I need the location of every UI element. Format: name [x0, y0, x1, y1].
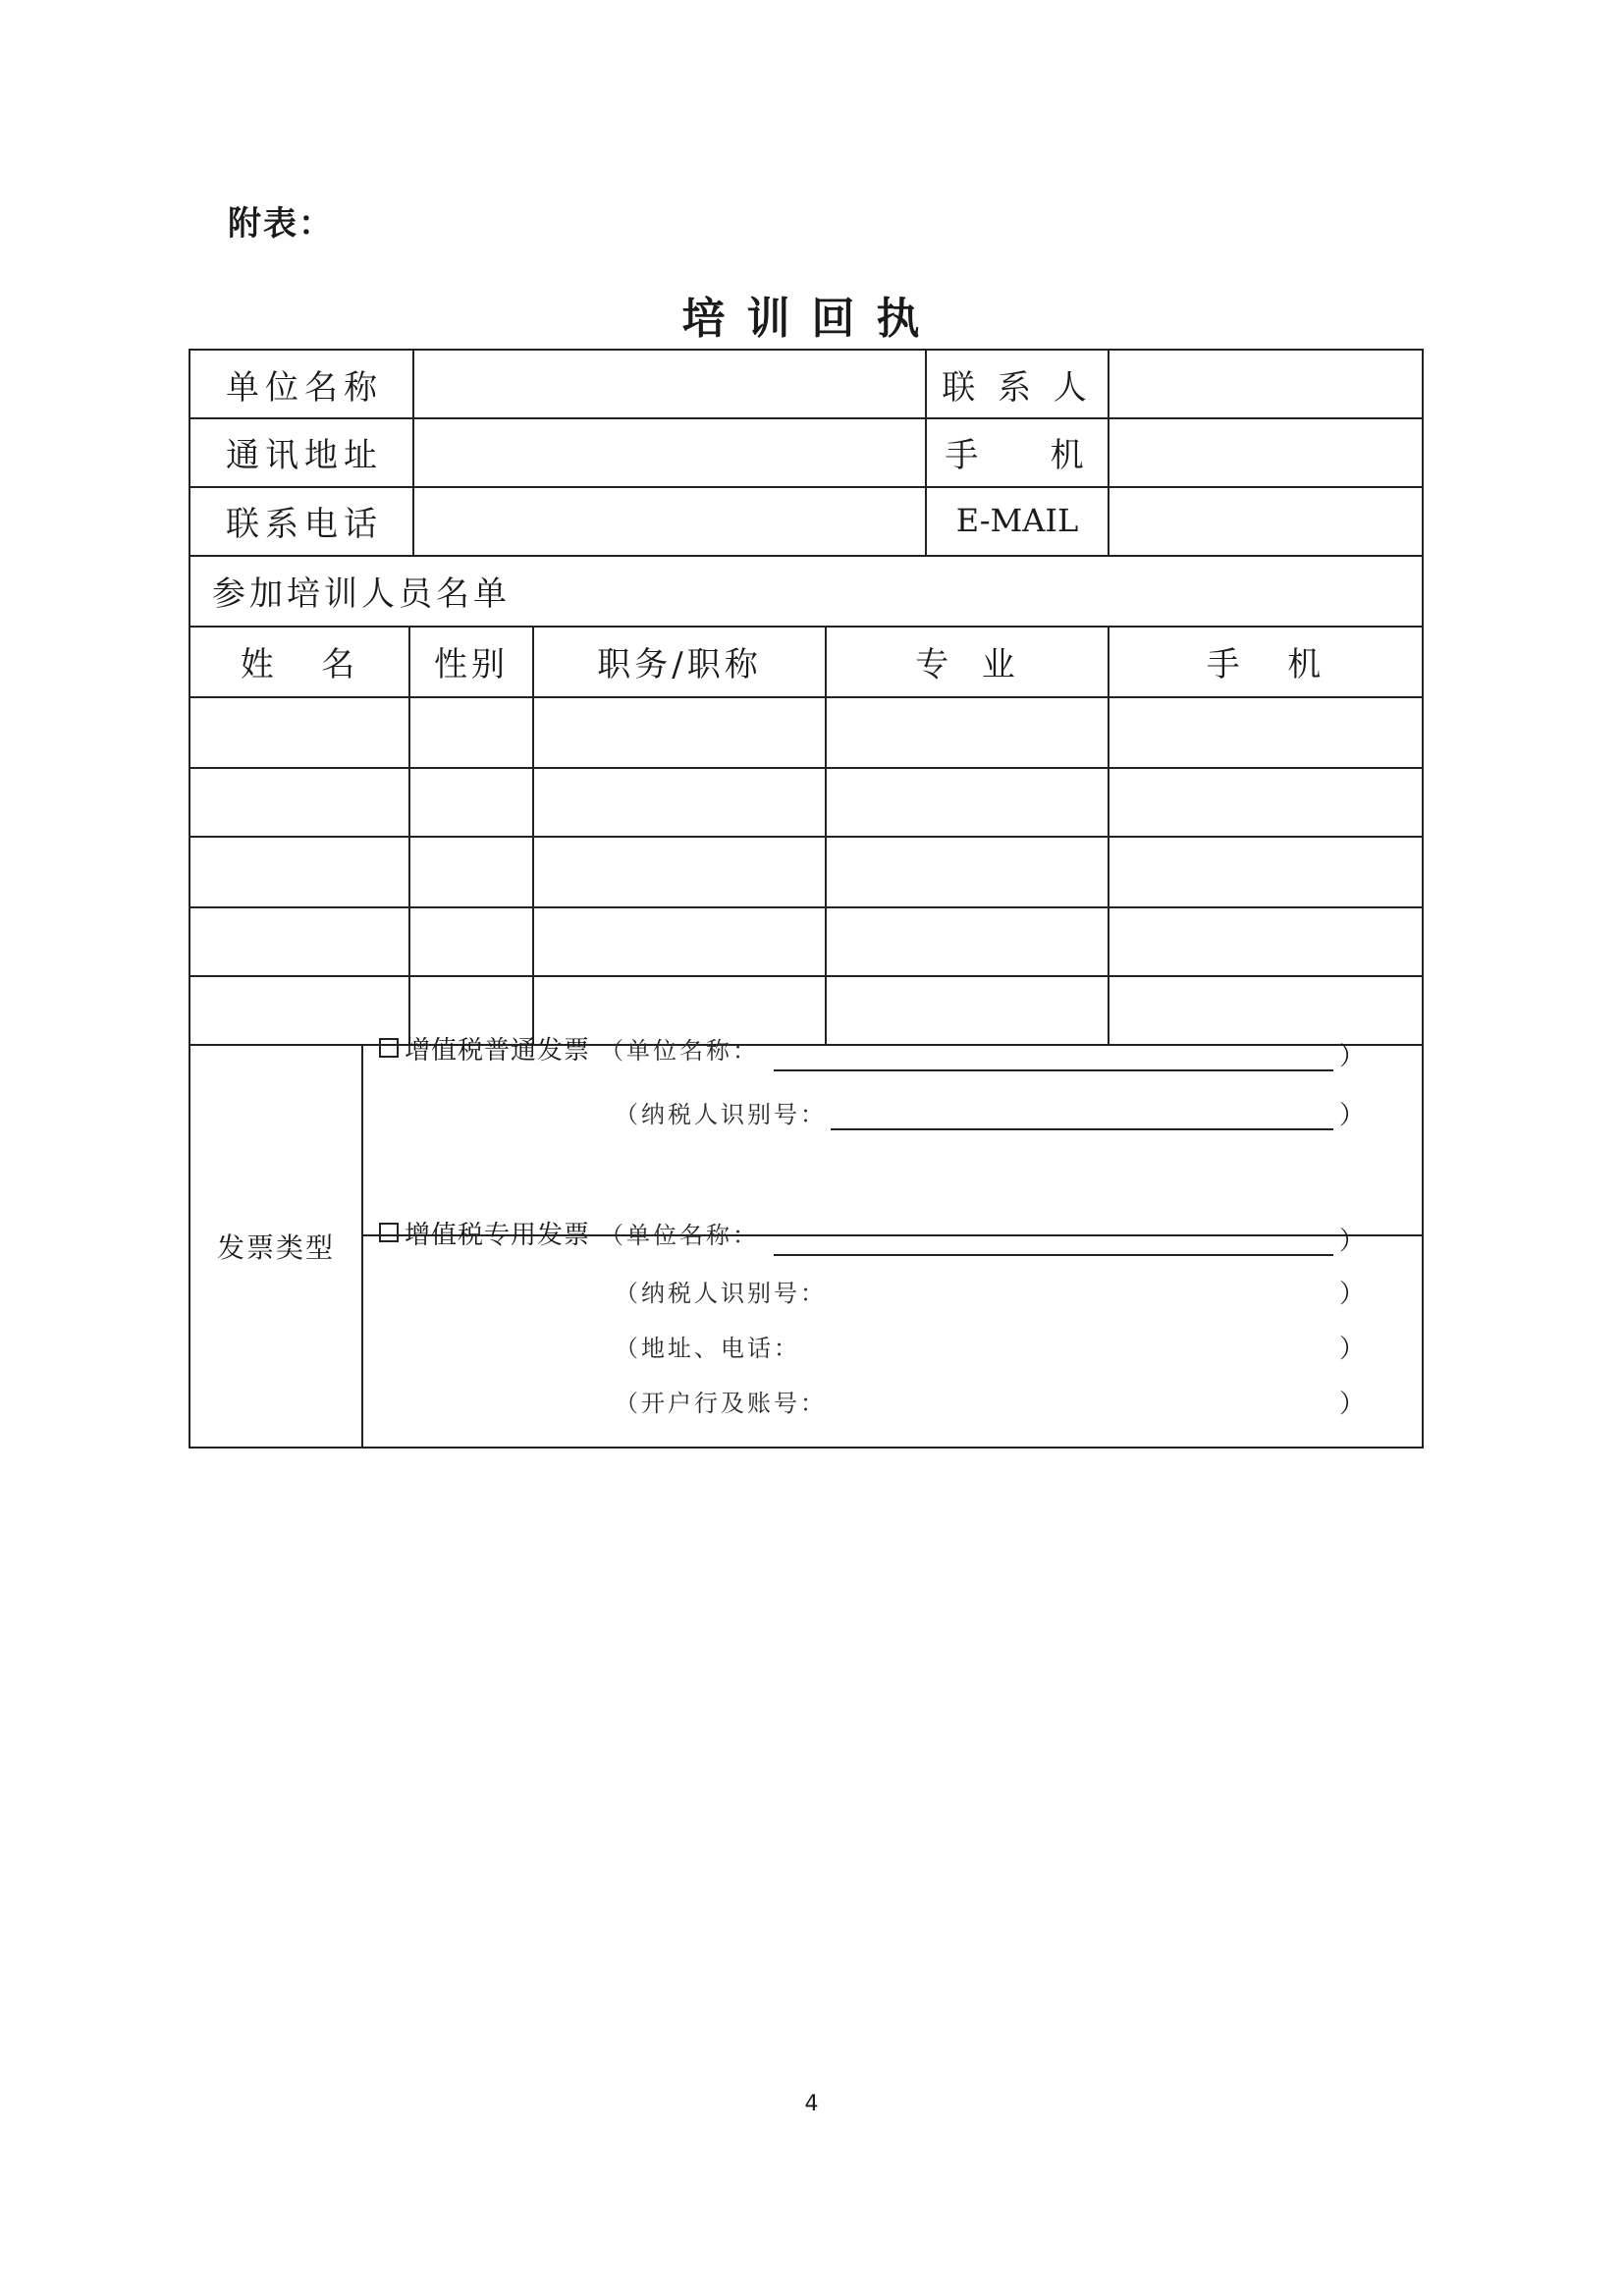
normal-tax-id-label: （纳税人识别号： — [615, 1101, 827, 1128]
special-invoice-checkbox[interactable] — [379, 1223, 399, 1242]
close-paren: ） — [1339, 1335, 1366, 1364]
special-tax-id-label: （纳税人识别号： — [615, 1280, 827, 1307]
invoice-type-label: 发票类型 — [216, 1231, 335, 1264]
close-paren: ） — [1339, 1042, 1366, 1071]
col-header-gender: 性别 — [434, 644, 509, 684]
row-divider — [190, 1044, 1422, 1046]
participants-section-title: 参加培训人员名单 — [212, 574, 511, 614]
address-label: 通讯地址 — [226, 435, 383, 475]
row-divider — [190, 696, 1422, 698]
page-number: 4 — [804, 2092, 819, 2116]
normal-invoice-checkbox[interactable] — [379, 1038, 399, 1058]
special-invoice-option[interactable] — [379, 1215, 759, 1250]
unit-name-field[interactable] — [414, 351, 925, 417]
receipt-form-table — [189, 349, 1424, 1449]
email-label: E-MAIL — [955, 502, 1079, 539]
close-paren: ） — [1339, 1280, 1366, 1309]
contact-person-field[interactable] — [1109, 351, 1422, 417]
row-divider — [190, 767, 1422, 769]
special-bank-account-label: （开户行及账号： — [615, 1390, 827, 1417]
contact-person-label: 联 系 人 — [942, 367, 1093, 408]
normal-invoice-option[interactable] — [379, 1030, 759, 1066]
mobile-label: 手 机 — [945, 435, 1090, 475]
phone-field[interactable] — [414, 486, 925, 555]
normal-invoice-label: 增值税普通发票 — [405, 1035, 591, 1066]
col-header-position: 职务/职称 — [597, 644, 762, 684]
attachment-label: 附表： — [228, 204, 334, 244]
email-field[interactable] — [1109, 486, 1422, 555]
phone-label: 联系电话 — [226, 504, 383, 544]
unit-name-label: 单位名称 — [226, 367, 383, 408]
special-address-phone-label: （地址、电话： — [615, 1335, 800, 1362]
col-header-mobile: 手 机 — [1206, 644, 1325, 684]
special-unit-name-line[interactable] — [774, 1254, 1333, 1256]
col-header-name: 姓 名 — [240, 644, 359, 684]
close-paren: ） — [1339, 1101, 1366, 1130]
invoice-col-divider — [361, 1044, 363, 1447]
col-header-major: 专 业 — [915, 644, 1019, 684]
form-title: 培训回执 — [681, 294, 942, 344]
special-unit-name-label: （单位名称： — [600, 1221, 760, 1249]
special-invoice-label: 增值税专用发票 — [405, 1220, 591, 1250]
close-paren: ） — [1339, 1227, 1366, 1256]
row-divider — [190, 906, 1422, 908]
address-field[interactable] — [414, 417, 925, 486]
normal-tax-id-line[interactable] — [831, 1128, 1333, 1130]
normal-unit-name-label: （单位名称： — [600, 1036, 760, 1065]
row-divider — [190, 836, 1422, 838]
row-divider — [190, 975, 1422, 977]
normal-unit-name-line[interactable] — [774, 1069, 1333, 1071]
mobile-field[interactable] — [1109, 417, 1422, 486]
close-paren: ） — [1339, 1390, 1366, 1419]
